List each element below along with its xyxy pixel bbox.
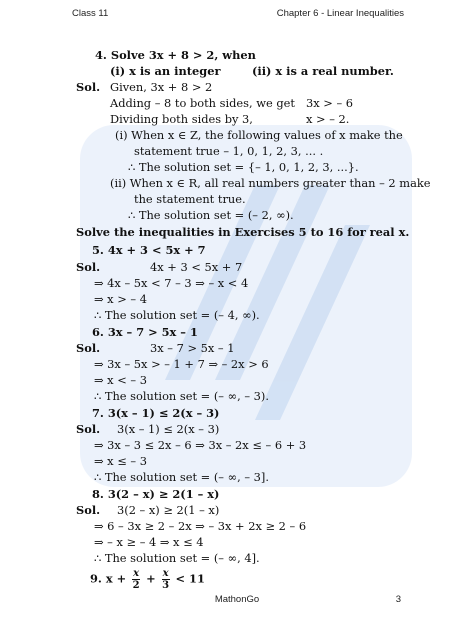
- sol-6-line-2: ⇒ 3x – 5x > – 1 + 7 ⇒ – 2x > 6: [94, 357, 269, 371]
- sol-5-line-2: ⇒ 4x – 5x < 7 – 3 ⇒ – x < 4: [94, 276, 249, 290]
- exercise-9-plus: +: [146, 571, 156, 586]
- fraction-2-denominator: 3: [162, 580, 170, 591]
- fraction-2-numerator: x: [162, 568, 169, 579]
- class-label: Class 11: [72, 8, 109, 19]
- sol-label-8: Sol.: [76, 503, 101, 517]
- sol-4-step-2-result: x > – 2.: [306, 112, 350, 126]
- sol-7-line-1: 3(x – 1) ≤ 2(x – 3): [117, 422, 220, 436]
- exercise-4-part-i: (i) x is an integer: [110, 64, 221, 78]
- sol-4-step-1-text: Adding – 8 to both sides, we get: [110, 96, 295, 110]
- fraction-1-numerator: x: [133, 568, 140, 579]
- sol-4-case-ii-cont: the statement true.: [134, 192, 246, 206]
- sol-7-line-2: ⇒ 3x – 3 ≤ 2x – 6 ⇒ 3x – 2x ≤ – 6 + 3: [94, 438, 307, 452]
- sol-6-line-3: ⇒ x < – 3: [94, 373, 147, 387]
- exercise-8-title: 8. 3(2 – x) ≥ 2(1 – x): [92, 487, 220, 501]
- sol-5-line-1: 4x + 3 < 5x + 7: [150, 260, 243, 274]
- sol-8-line-2: ⇒ 6 – 3x ≥ 2 – 2x ⇒ – 3x + 2x ≥ 2 – 6: [94, 519, 307, 533]
- fraction-1-denominator: 2: [132, 580, 140, 591]
- sol-label-5: Sol.: [76, 260, 101, 274]
- sol-4-case-ii-solution: ∴ The solution set = (– 2, ∞).: [128, 208, 294, 222]
- fraction-x-over-2: [132, 568, 140, 591]
- exercise-4-title: 4. Solve 3x + 8 > 2, when: [95, 48, 256, 62]
- sol-4-case-ii: (ii) When x ∈ R, all real numbers greater than – 2 make: [110, 176, 431, 190]
- exercise-5-title: 5. 4x + 3 < 5x + 7: [92, 243, 206, 257]
- sol-4-case-i: (i) When x ∈ Z, the following values of x make the: [115, 128, 403, 142]
- exercise-4-part-ii: (ii) x is a real number.: [252, 64, 394, 78]
- footer-brand: MathonGo: [214, 594, 260, 605]
- sol-label-6: Sol.: [76, 341, 101, 355]
- sol-label-4: Sol.: [76, 80, 101, 94]
- exercise-6-title: 6. 3x – 7 > 5x – 1: [92, 325, 198, 339]
- exercise-9-lead: 9. x +: [90, 571, 127, 586]
- sol-8-line-1: 3(2 – x) ≥ 2(1 – x): [117, 503, 220, 517]
- sol-4-given: Given, 3x + 8 > 2: [110, 80, 213, 94]
- sol-7-solution: ∴ The solution set = (– ∞, – 3].: [94, 470, 269, 484]
- exercise-9-title: [90, 568, 205, 591]
- sol-5-line-3: ⇒ x > – 4: [94, 292, 147, 306]
- sol-4-step-1-result: 3x > – 6: [306, 96, 354, 110]
- sol-label-7: Sol.: [76, 422, 101, 436]
- sol-8-solution: ∴ The solution set = (– ∞, 4].: [94, 551, 260, 565]
- sol-7-line-3: ⇒ x ≤ – 3: [94, 454, 147, 468]
- exercise-7-title: 7. 3(x – 1) ≤ 2(x – 3): [92, 406, 220, 420]
- sol-6-line-1: 3x – 7 > 5x – 1: [150, 341, 235, 355]
- exercises-heading: Solve the inequalities in Exercises 5 to 16 for real x.: [76, 225, 410, 239]
- sol-4-case-i-solution: ∴ The solution set = {– 1, 0, 1, 2, 3, ...}.: [128, 160, 359, 174]
- sol-4-step-2-text: Dividing both sides by 3,: [110, 112, 253, 126]
- chapter-label: Chapter 6 - Linear Inequalities: [276, 8, 404, 19]
- exercise-9-tail: < 11: [175, 571, 205, 586]
- sol-8-line-3: ⇒ – x ≥ – 4 ⇒ x ≤ 4: [94, 535, 204, 549]
- sol-6-solution: ∴ The solution set = (– ∞, – 3).: [94, 389, 269, 403]
- page-number: 3: [395, 594, 401, 605]
- fraction-x-over-3: [162, 568, 170, 591]
- sol-5-solution: ∴ The solution set = (– 4, ∞).: [94, 308, 260, 322]
- sol-4-case-i-cont: statement true – 1, 0, 1, 2, 3, ... .: [134, 144, 324, 158]
